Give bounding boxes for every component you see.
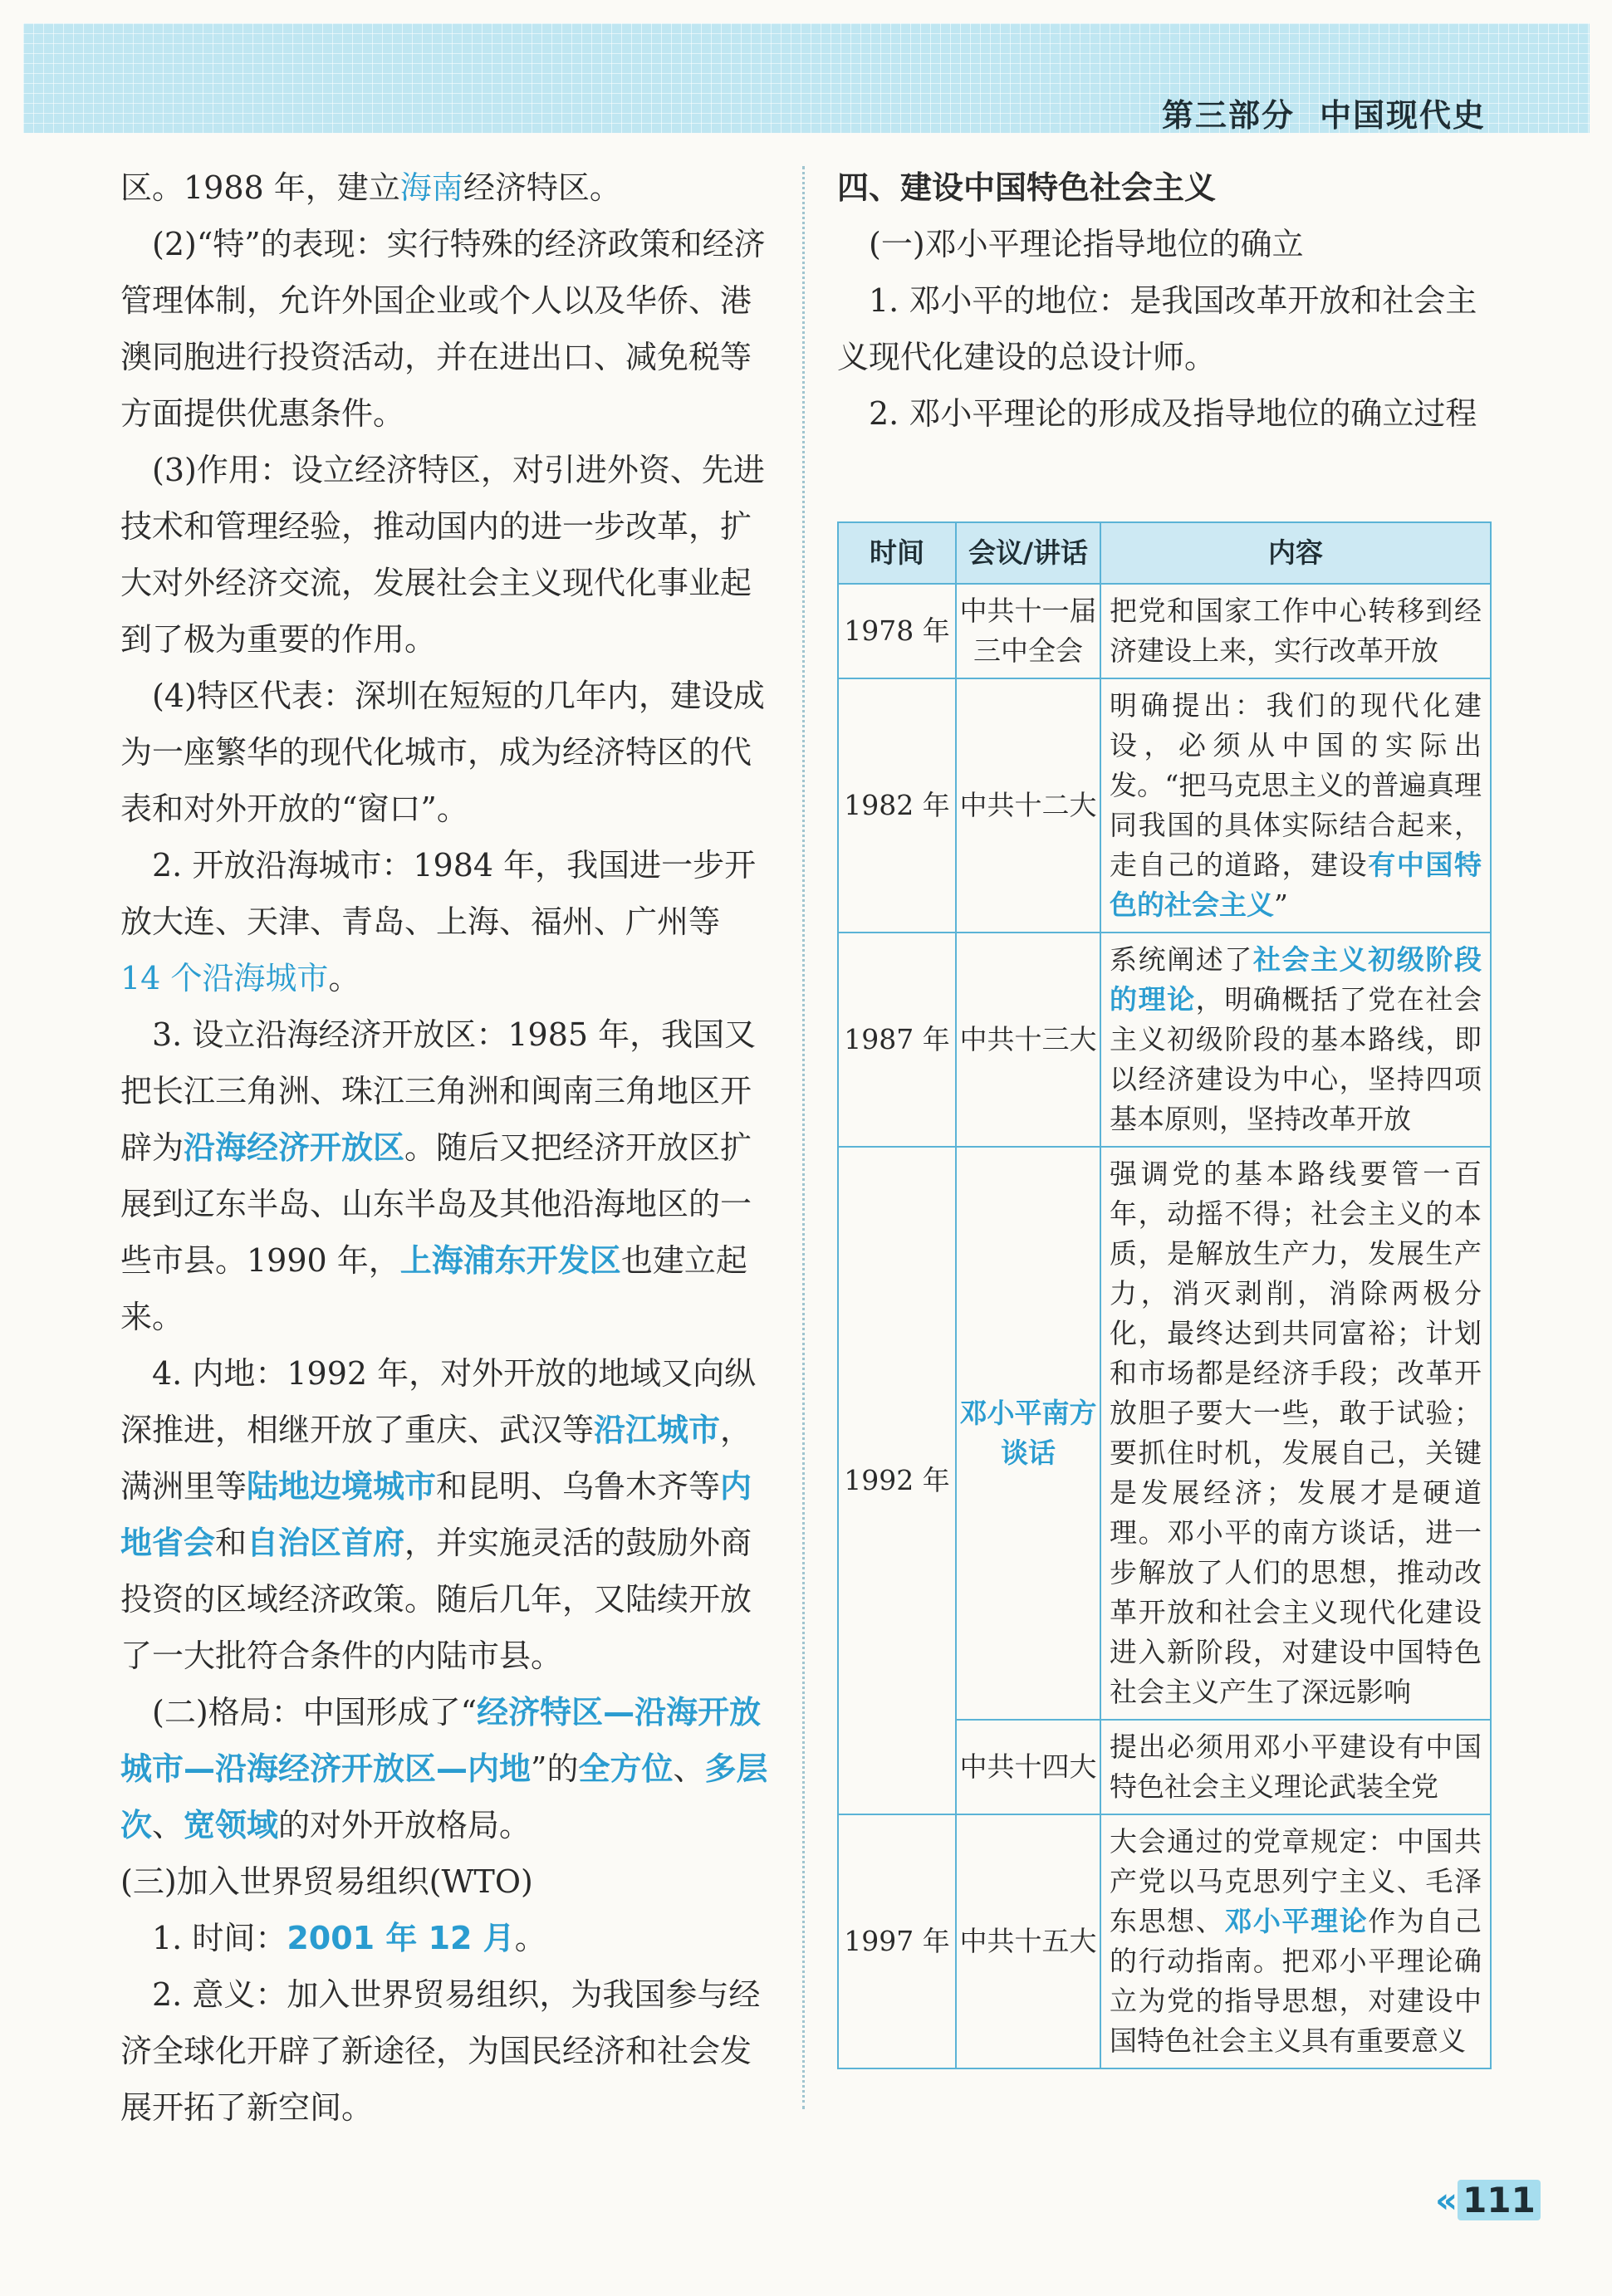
cell-meeting: 中共十三大	[956, 933, 1100, 1147]
column-header-content: 内容	[1100, 522, 1491, 584]
section-title	[1162, 90, 1486, 135]
paragraph: 区。1988 年，建立海南经济特区。	[120, 169, 621, 206]
chevron-left-icon: «	[1435, 2180, 1458, 2220]
cell-meeting: 中共十四大	[956, 1720, 1100, 1814]
cell-content: 大会通过的党章规定：中国共产党以马克思列宁主义、毛泽东思想、邓小平理论作为自己的行动指南。把邓小平理论确立为党的指导思想，对建设中国特色社会主义具有重要意义	[1100, 1814, 1491, 2068]
section-heading: 四、建设中国特色社会主义	[837, 169, 1217, 206]
paragraph: 3. 设立沿海经济开放区：1985 年，我国又把长江三角洲、珠江三角洲和闽南三角地区开辟为沿海经济开放区。随后又把经济开放区扩展到辽东半岛、山东半岛及其他沿海地区的一些市县。1990 年，上海浦东开发区也建立起来。	[120, 1016, 757, 1335]
subject-label: 中国现代史	[1319, 97, 1486, 134]
cell-content: 提出必须用邓小平建设有中国特色社会主义理论武装全党	[1100, 1720, 1491, 1814]
cell-year: 1982 年	[838, 678, 956, 933]
paragraph: (3)作用：设立经济特区，对引进外资、先进技术和管理经验，推动国内的进一步改革，扩大对外经济交流，发展社会主义现代化事业起到了极为重要的作用。	[120, 452, 765, 658]
right-column	[837, 159, 1485, 442]
page-header-band	[23, 23, 1590, 133]
paragraph: (二)格局：中国形成了“经济特区—沿海开放城市—沿海经济开放区—内地”的全方位、多层次、宽领域的对外开放格局。	[120, 1694, 768, 1843]
table-row	[838, 584, 1491, 678]
column-header-time: 时间	[838, 522, 956, 584]
column-divider	[802, 166, 805, 2109]
paragraph: 1. 邓小平的地位：是我国改革开放和社会主义现代化建设的总设计师。	[837, 282, 1477, 375]
table-row	[838, 678, 1491, 933]
paragraph: 2. 邓小平理论的形成及指导地位的确立过程	[869, 395, 1477, 432]
subheading: (一)邓小平理论指导地位的确立	[869, 226, 1304, 262]
cell-year: 1997 年	[838, 1814, 956, 2068]
left-column	[120, 159, 768, 2136]
cell-content: 把党和国家工作中心转移到经济建设上来，实行改革开放	[1100, 584, 1491, 678]
cell-year: 1992 年	[838, 1147, 956, 1814]
cell-content: 系统阐述了社会主义初级阶段的理论，明确概括了党在社会主义初级阶段的基本路线，即以经济建设为中心，坚持四项基本原则，坚持改革开放	[1100, 933, 1491, 1147]
cell-meeting: 中共十二大	[956, 678, 1100, 933]
paragraph: 4. 内地：1992 年，对外开放的地域又向纵深推进，相继开放了重庆、武汉等沿江城市，满洲里等陆地边境城市和昆明、乌鲁木齐等内地省会和自治区首府，并实施灵活的鼓励外商投资的区域经济政策。随后几年，又陆续开放了一大批符合条件的内陆市县。	[120, 1355, 757, 1674]
deng-theory-table	[837, 521, 1492, 2069]
paragraph: 2. 开放沿海城市：1984 年，我国进一步开放大连、天津、青岛、上海、福州、广州等 14 个沿海城市。	[120, 847, 757, 996]
paragraph: (4)特区代表：深圳在短短的几年内，建设成为一座繁华的现代化城市，成为经济特区的代表和对外开放的“窗口”。	[120, 678, 765, 827]
cell-content: 明确提出：我们的现代化建设，必须从中国的实际出发。“把马克思主义的普遍真理同我国的具体实际结合起来，走自己的道路，建设有中国特色的社会主义”	[1100, 678, 1491, 933]
cell-meeting: 邓小平南方谈话	[956, 1147, 1100, 1720]
paragraph: 2. 意义：加入世界贸易组织，为我国参与经济全球化开辟了新途径，为国民经济和社会发展开拓了新空间。	[120, 1976, 761, 2126]
cell-year: 1987 年	[838, 933, 956, 1147]
table-header-row	[838, 522, 1491, 584]
cell-content: 强调党的基本路线要管一百年，动摇不得；社会主义的本质，是解放生产力，发展生产力，消灭剥削，消除两极分化，最终达到共同富裕；计划和市场都是经济手段；改革开放胆子要大一些，敢于试验；要抓住时机，发展自己，关键是发展经济；发展才是硬道理。邓小平的南方谈话，进一步解放了人们的思想，推动改革开放和社会主义现代化建设进入新阶段，对建设中国特色社会主义产生了深远影响	[1100, 1147, 1491, 1720]
part-label: 第三部分	[1161, 97, 1295, 134]
cell-meeting: 中共十五大	[956, 1814, 1100, 2068]
paragraph: 1. 时间：2001 年 12 月。	[152, 1920, 546, 1956]
paragraph: (2)“特”的表现：实行特殊的经济政策和经济管理体制，允许外国企业或个人以及华侨、港澳同胞进行投资活动，并在进出口、减免税等方面提供优惠条件。	[120, 226, 766, 432]
cell-year: 1978 年	[838, 584, 956, 678]
table-row	[838, 933, 1491, 1147]
column-header-meeting: 会议/讲话	[956, 522, 1100, 584]
page-number: « 111	[1435, 2180, 1541, 2220]
table-row	[838, 1814, 1491, 2068]
cell-meeting: 中共十一届三中全会	[956, 584, 1100, 678]
subheading: (三)加入世界贸易组织(WTO)	[120, 1863, 533, 1900]
table-row	[838, 1147, 1491, 1720]
